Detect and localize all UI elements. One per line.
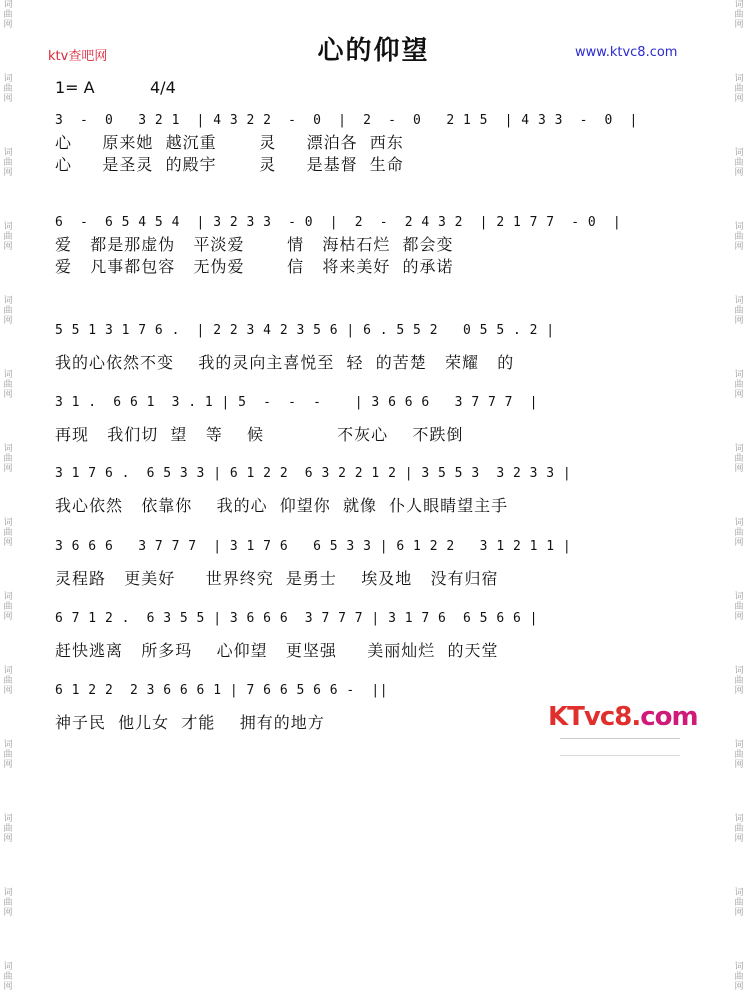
watermark-char: 网 [3, 908, 13, 918]
watermark-char: 词 [3, 518, 13, 528]
watermark-char: 曲 [3, 528, 13, 538]
watermark-char: 曲 [734, 750, 744, 760]
time-signature: 4/4 [150, 78, 176, 97]
page-title: 心的仰望 [317, 36, 430, 66]
watermark-group [3, 370, 12, 400]
lyrics-verse-1: 爱 都是那虚伪 平淡爱 情 海枯石烂 都会变 [55, 235, 454, 254]
watermark-char: 词 [3, 962, 13, 972]
watermark-group [3, 148, 12, 178]
watermark-char: 曲 [3, 232, 13, 242]
notation: 3 1 . 6 6 1 3 . 1 | 5 - - - | 3 6 6 6 3 7 7 7 | [55, 395, 538, 410]
watermark-char: 词 [3, 296, 13, 306]
watermark-char: 词 [734, 296, 744, 306]
watermark-char: 曲 [3, 454, 13, 464]
watermark-char: 网 [734, 834, 744, 844]
watermark-char: 曲 [734, 306, 744, 316]
watermark-char: 词 [3, 444, 13, 454]
watermark-group [3, 592, 12, 622]
watermark-char: 曲 [734, 972, 744, 982]
watermark-char: 词 [734, 222, 744, 232]
watermark-char: 网 [734, 982, 744, 992]
watermark-char: 词 [3, 148, 13, 158]
watermark-char: 网 [734, 20, 744, 30]
watermark-char: 曲 [3, 306, 13, 316]
watermark-char: 网 [734, 538, 744, 548]
watermark-char: 网 [734, 168, 744, 178]
watermark-group [734, 666, 743, 696]
source-left[interactable]: ktv查吧网 [48, 49, 108, 64]
score-line-1 [55, 110, 695, 176]
watermark-group [734, 888, 743, 918]
watermark-char: 网 [734, 464, 744, 474]
notation: 3 6 6 6 3 7 7 7 | 3 1 7 6 6 5 3 3 | 6 1 2 2 3 1 2 1 1 | [55, 539, 572, 554]
watermark-group [734, 592, 743, 622]
notation: 6 - 6 5 4 5 4 | 3 2 3 3 - 0 | 2 - 2 4 3 2 | 2 1 7 7 - 0 | [55, 215, 622, 230]
side-watermark-left [2, 0, 14, 992]
watermark-group [734, 0, 743, 30]
watermark-group [734, 222, 743, 252]
watermark-char: 曲 [734, 10, 744, 20]
watermark-char: 曲 [3, 898, 13, 908]
watermark-char: 网 [3, 612, 13, 622]
watermark-group [734, 740, 743, 770]
watermark-group [734, 814, 743, 844]
watermark-char: 网 [3, 834, 13, 844]
watermark-char: 词 [3, 740, 13, 750]
watermark-group [3, 814, 12, 844]
watermark-group [3, 666, 12, 696]
watermark-char: 曲 [734, 824, 744, 834]
watermark-char: 网 [734, 390, 744, 400]
score-line-4 [55, 392, 695, 446]
watermark-char: 曲 [734, 676, 744, 686]
lyrics: 赶快逃离 所多玛 心仰望 更坚强 美丽灿烂 的天堂 [55, 641, 499, 660]
notation: 3 - 0 3 2 1 | 4 3 2 2 - 0 | 2 - 0 2 1 5 | 4 3 3 - 0 | [55, 113, 638, 128]
watermark-group [3, 740, 12, 770]
watermark-char: 词 [734, 666, 744, 676]
watermark-group [3, 296, 12, 326]
watermark-char: 网 [3, 94, 13, 104]
watermark-char: 词 [3, 888, 13, 898]
watermark-char: 词 [3, 370, 13, 380]
lyrics: 再现 我们切 望 等 候 不灰心 不跌倒 [55, 425, 464, 444]
watermark-char: 曲 [3, 824, 13, 834]
watermark-group [3, 888, 12, 918]
watermark-char: 词 [734, 888, 744, 898]
watermark-char: 网 [734, 94, 744, 104]
watermark-char: 词 [734, 814, 744, 824]
watermark-char: 词 [734, 518, 744, 528]
watermark-group [3, 0, 12, 30]
watermark-char: 曲 [3, 10, 13, 20]
watermark-char: 曲 [3, 750, 13, 760]
watermark-group [734, 74, 743, 104]
watermark-char: 曲 [734, 898, 744, 908]
watermark-char: 曲 [734, 232, 744, 242]
watermark-char: 曲 [3, 84, 13, 94]
watermark-char: 词 [734, 0, 744, 10]
score-line-7 [55, 608, 695, 662]
notation: 6 1 2 2 2 3 6 6 6 1 | 7 6 6 5 6 6 - || [55, 683, 389, 698]
source-right-url[interactable]: www.ktvc8.com [575, 45, 678, 60]
watermark-char: 词 [3, 814, 13, 824]
watermark-group [3, 74, 12, 104]
watermark-char: 曲 [3, 602, 13, 612]
lyrics-verse-2: 爱 凡事都包容 无伪爱 信 将来美好 的承诺 [55, 257, 454, 276]
watermark-group [734, 518, 743, 548]
score-line-5 [55, 463, 695, 517]
notation: 6 7 1 2 . 6 3 5 5 | 3 6 6 6 3 7 7 7 | 3 1 7 6 6 5 6 6 | [55, 611, 538, 626]
watermark-char: 网 [734, 612, 744, 622]
watermark-char: 曲 [734, 158, 744, 168]
watermark-char: 网 [734, 908, 744, 918]
watermark-char: 词 [3, 74, 13, 84]
watermark-char: 网 [3, 538, 13, 548]
watermark-group [734, 444, 743, 474]
watermark-char: 词 [734, 74, 744, 84]
lyrics-verse-2: 心 是圣灵 的殿宇 灵 是基督 生命 [55, 155, 404, 174]
lyrics: 神子民 他儿女 才能 拥有的地方 [55, 713, 325, 732]
logo-text-b: com [640, 702, 698, 732]
watermark-char: 网 [3, 686, 13, 696]
watermark-char: 词 [734, 148, 744, 158]
score-line-2 [55, 212, 695, 278]
watermark-char: 曲 [734, 602, 744, 612]
watermark-char: 网 [734, 316, 744, 326]
watermark-group [734, 962, 743, 992]
watermark-char: 网 [3, 316, 13, 326]
lyrics: 灵程路 更美好 世界终究 是勇士 埃及地 没有归宿 [55, 569, 499, 588]
watermark-char: 曲 [734, 84, 744, 94]
lyrics-verse-1: 心 原来她 越沉重 灵 漂泊各 西东 [55, 133, 404, 152]
watermark-char: 网 [3, 390, 13, 400]
side-watermark-right [733, 0, 745, 992]
watermark-char: 网 [3, 760, 13, 770]
lyrics: 我心依然 依靠你 我的心 仰望你 就像 仆人眼睛望主手 [55, 496, 509, 515]
watermark-group [3, 962, 12, 992]
watermark-group [734, 296, 743, 326]
watermark-group [734, 148, 743, 178]
watermark-char: 曲 [3, 972, 13, 982]
watermark-char: 网 [734, 686, 744, 696]
watermark-group [3, 518, 12, 548]
watermark-char: 词 [734, 740, 744, 750]
watermark-char: 词 [3, 0, 13, 10]
watermark-char: 词 [734, 370, 744, 380]
watermark-char: 网 [3, 464, 13, 474]
site-logo [548, 702, 698, 732]
watermark-char: 曲 [734, 454, 744, 464]
watermark-char: 网 [3, 242, 13, 252]
watermark-char: 网 [734, 760, 744, 770]
notation: 3 1 7 6 . 6 5 3 3 | 6 1 2 2 6 3 2 2 1 2 | 3 5 5 3 3 2 3 3 | [55, 466, 572, 481]
watermark-group [3, 444, 12, 474]
notation: 5 5 1 3 1 7 6 . | 2 2 3 4 2 3 5 6 | 6 . 5 5 2 0 5 5 . 2 | [55, 323, 555, 338]
watermark-char: 曲 [3, 676, 13, 686]
score-line-3 [55, 320, 695, 374]
watermark-char: 词 [3, 222, 13, 232]
watermark-char: 曲 [734, 528, 744, 538]
key-signature: 1= A [55, 78, 95, 97]
watermark-char: 词 [734, 444, 744, 454]
score-line-6 [55, 536, 695, 590]
watermark-char: 网 [3, 20, 13, 30]
watermark-stamp [560, 738, 680, 756]
watermark-char: 网 [3, 168, 13, 178]
watermark-char: 曲 [734, 380, 744, 390]
watermark-char: 词 [3, 666, 13, 676]
lyrics: 我的心依然不变 我的灵向主喜悦至 轻 的苦楚 荣耀 的 [55, 353, 515, 372]
logo-text-a: KTvc8. [548, 702, 641, 732]
watermark-char: 词 [734, 592, 744, 602]
watermark-group [3, 222, 12, 252]
watermark-char: 曲 [3, 380, 13, 390]
watermark-char: 词 [734, 962, 744, 972]
watermark-group [734, 370, 743, 400]
watermark-char: 网 [3, 982, 13, 992]
watermark-char: 网 [734, 242, 744, 252]
watermark-char: 曲 [3, 158, 13, 168]
watermark-char: 词 [3, 592, 13, 602]
